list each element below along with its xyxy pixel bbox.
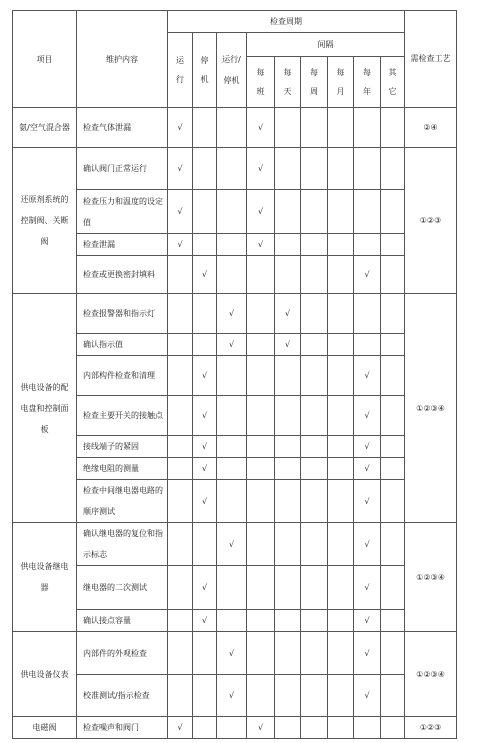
check-cell <box>381 256 405 294</box>
check-cell <box>328 436 354 458</box>
check-cell <box>381 610 405 632</box>
check-cell <box>354 523 381 566</box>
check-mark-icon: √ <box>364 411 370 420</box>
check-mark-icon: √ <box>364 648 370 658</box>
check-cell <box>217 566 247 610</box>
check-mark-icon: √ <box>364 464 370 473</box>
check-mark-icon: √ <box>364 539 370 549</box>
check-mark-icon: √ <box>201 616 208 625</box>
item-cell <box>13 108 77 148</box>
check-cell <box>301 717 328 739</box>
check-cell <box>328 458 354 480</box>
check-cell <box>381 108 405 148</box>
check-cell <box>193 458 217 480</box>
check-cell <box>217 234 247 256</box>
check-cell <box>301 108 328 148</box>
check-cell <box>247 566 275 610</box>
header-maintenance: 维护内容 <box>77 11 168 108</box>
check-mark-icon: √ <box>177 240 183 249</box>
check-cell <box>168 294 193 334</box>
check-cell <box>328 334 354 356</box>
check-cell <box>354 234 381 256</box>
check-cell <box>193 234 217 256</box>
check-cell <box>301 566 328 610</box>
check-cell <box>381 294 405 334</box>
check-cell <box>381 356 405 396</box>
check-cell <box>301 190 328 234</box>
check-cell <box>328 148 354 190</box>
check-mark-icon: √ <box>364 691 370 700</box>
check-cell <box>193 148 217 190</box>
check-cell <box>301 294 328 334</box>
check-mark-icon: √ <box>177 123 183 132</box>
check-cell <box>381 148 405 190</box>
check-cell <box>381 458 405 480</box>
table-row <box>13 675 457 717</box>
check-cell <box>275 632 301 675</box>
check-mark-icon: √ <box>201 464 208 473</box>
maintenance-content-cell: 确认阀门正常运行 <box>77 148 168 190</box>
check-mark-icon: √ <box>257 723 264 732</box>
check-cell <box>301 234 328 256</box>
check-mark-icon: √ <box>201 411 208 420</box>
check-cell <box>217 148 247 190</box>
check-mark-icon: √ <box>228 309 235 318</box>
check-cell <box>168 356 193 396</box>
header-method <box>405 11 457 108</box>
check-cell <box>168 396 193 436</box>
check-cell <box>301 148 328 190</box>
check-cell <box>168 566 193 610</box>
check-cell <box>381 334 405 356</box>
table-row <box>13 108 457 148</box>
check-cell <box>275 396 301 436</box>
check-mark-icon: √ <box>177 207 183 216</box>
table-row <box>13 632 457 675</box>
check-cell <box>354 396 381 436</box>
check-mark-icon: √ <box>364 583 370 592</box>
table-row <box>13 356 457 396</box>
header-other-label: 其它 <box>388 68 397 96</box>
check-cell <box>193 356 217 396</box>
method-cell: ①②③ <box>405 148 457 294</box>
check-cell <box>168 523 193 566</box>
method-cell: ①②③④ <box>405 523 457 632</box>
check-cell <box>381 396 405 436</box>
maintenance-content-cell: 检查气体泄漏 <box>77 108 168 148</box>
header-per-day <box>275 57 301 108</box>
check-cell <box>193 334 217 356</box>
header-running-stopped <box>217 33 247 108</box>
maintenance-content-cell: 确认接点容量 <box>77 610 168 632</box>
table-row <box>13 480 457 523</box>
check-cell <box>247 334 275 356</box>
table-row <box>13 294 457 334</box>
check-cell <box>275 148 301 190</box>
check-cell <box>193 717 217 739</box>
table-row <box>13 334 457 356</box>
check-cell <box>247 632 275 675</box>
check-cell <box>275 523 301 566</box>
table-row <box>13 717 457 739</box>
table-row <box>13 190 457 234</box>
check-cell <box>275 108 301 148</box>
check-cell <box>247 256 275 294</box>
check-cell <box>247 356 275 396</box>
check-cell <box>247 436 275 458</box>
check-cell <box>217 256 247 294</box>
check-cell <box>354 190 381 234</box>
check-cell <box>247 480 275 523</box>
table-row <box>13 148 457 190</box>
check-cell <box>328 566 354 610</box>
check-cell <box>381 632 405 675</box>
method-cell: ②④ <box>405 108 457 148</box>
method-cell: ①②③④ <box>405 632 457 717</box>
check-cell <box>354 610 381 632</box>
check-cell <box>275 717 301 739</box>
check-cell <box>168 717 193 739</box>
item-cell <box>13 294 77 523</box>
check-cell <box>328 356 354 396</box>
check-cell <box>168 458 193 480</box>
check-mark-icon: √ <box>228 691 235 700</box>
check-cell <box>328 480 354 523</box>
header-per-shift-label: 每班 <box>256 68 265 96</box>
check-cell <box>168 256 193 294</box>
check-cell <box>247 108 275 148</box>
method-cell: ①②③ <box>405 717 457 739</box>
check-mark-icon: √ <box>201 583 208 592</box>
item-cell <box>13 632 77 717</box>
check-cell <box>328 256 354 294</box>
table-row <box>13 610 457 632</box>
check-mark-icon: √ <box>364 270 370 279</box>
header-per-year <box>354 57 381 108</box>
check-cell <box>354 480 381 523</box>
maintenance-content-cell: 检查中间继电器电路的顺序测试 <box>77 480 168 523</box>
maintenance-content-cell: 检查主要开关的接触点 <box>77 396 168 436</box>
table-row <box>13 396 457 436</box>
check-mark-icon: √ <box>364 496 370 506</box>
maintenance-content-cell: 检查泄漏 <box>77 234 168 256</box>
check-cell <box>217 610 247 632</box>
maintenance-content-cell: 内部构件检查和清理 <box>77 356 168 396</box>
check-cell <box>168 190 193 234</box>
check-cell <box>217 458 247 480</box>
check-cell <box>354 356 381 396</box>
check-mark-icon: √ <box>257 240 264 249</box>
item-label: 供电设备仪表 <box>20 669 69 679</box>
header-per-month <box>328 57 354 108</box>
check-mark-icon: √ <box>284 340 291 349</box>
check-cell <box>381 523 405 566</box>
check-mark-icon: √ <box>284 309 291 318</box>
check-cell <box>275 334 301 356</box>
check-cell <box>168 108 193 148</box>
maintenance-content-cell: 校准测试/指示检查 <box>77 675 168 717</box>
check-cell <box>354 675 381 717</box>
check-cell <box>381 480 405 523</box>
check-cell <box>275 356 301 396</box>
inspection-schedule-table <box>12 10 457 739</box>
check-cell <box>328 675 354 717</box>
check-cell <box>168 436 193 458</box>
check-mark-icon: √ <box>228 648 235 658</box>
maintenance-content-cell: 检查或更换密封填料 <box>77 256 168 294</box>
check-mark-icon: √ <box>177 164 183 173</box>
header-interval: 间隔 <box>247 33 405 57</box>
check-cell <box>247 675 275 717</box>
check-cell <box>301 396 328 436</box>
check-cell <box>275 480 301 523</box>
check-cell <box>247 610 275 632</box>
check-cell <box>168 675 193 717</box>
check-cell <box>217 190 247 234</box>
item-cell <box>13 717 77 739</box>
table-row <box>13 234 457 256</box>
header-other <box>381 57 405 108</box>
maintenance-content-cell: 检查压力和温度的设定值 <box>77 190 168 234</box>
check-cell <box>354 108 381 148</box>
check-cell <box>168 610 193 632</box>
header-per-year-label: 每年 <box>363 68 371 96</box>
check-cell <box>247 190 275 234</box>
check-cell <box>275 294 301 334</box>
check-cell <box>217 356 247 396</box>
check-cell <box>381 566 405 610</box>
item-label: 氨/空气混合器 <box>19 123 70 132</box>
header-method-label: 需检查工艺 <box>410 54 451 63</box>
header-per-week-label: 每周 <box>310 68 318 96</box>
check-cell <box>328 523 354 566</box>
check-cell <box>354 148 381 190</box>
check-cell <box>301 436 328 458</box>
check-cell <box>247 148 275 190</box>
check-cell <box>217 396 247 436</box>
header-period: 检查周期 <box>168 11 405 33</box>
check-cell <box>217 480 247 523</box>
check-cell <box>275 610 301 632</box>
check-cell <box>168 334 193 356</box>
check-cell <box>354 632 381 675</box>
header-running <box>168 33 193 108</box>
header-per-shift <box>247 57 275 108</box>
item-label: 电磁阀 <box>32 723 57 732</box>
check-cell <box>328 108 354 148</box>
check-cell <box>168 234 193 256</box>
check-cell <box>301 675 328 717</box>
check-cell <box>168 632 193 675</box>
check-cell <box>301 632 328 675</box>
maintenance-content-cell: 检查报警器和指示灯 <box>77 294 168 334</box>
item-label: 还原剂系统的控制阀、关断阀 <box>20 195 69 246</box>
check-cell <box>193 610 217 632</box>
check-cell <box>328 396 354 436</box>
check-cell <box>301 356 328 396</box>
item-cell <box>13 523 77 632</box>
check-mark-icon: √ <box>201 270 208 279</box>
maintenance-content-cell: 接线端子的紧固 <box>77 436 168 458</box>
header-running-label: 运行 <box>176 56 184 84</box>
check-mark-icon: √ <box>201 496 208 506</box>
check-cell <box>168 480 193 523</box>
check-cell <box>301 334 328 356</box>
check-cell <box>301 480 328 523</box>
check-cell <box>354 294 381 334</box>
header-row-1 <box>13 11 457 33</box>
check-cell <box>217 294 247 334</box>
header-per-week <box>301 57 328 108</box>
check-cell <box>381 190 405 234</box>
check-cell <box>217 632 247 675</box>
check-cell <box>217 717 247 739</box>
check-mark-icon: √ <box>201 371 208 380</box>
check-cell <box>354 334 381 356</box>
method-cell: ①②③④ <box>405 294 457 523</box>
check-cell <box>193 190 217 234</box>
maintenance-content-cell: 绝缘电阻的测量 <box>77 458 168 480</box>
check-cell <box>275 675 301 717</box>
check-cell <box>247 458 275 480</box>
check-cell <box>193 396 217 436</box>
check-cell <box>275 436 301 458</box>
check-mark-icon: √ <box>364 371 370 380</box>
check-cell <box>217 436 247 458</box>
check-cell <box>354 717 381 739</box>
table-row <box>13 436 457 458</box>
header-running-stopped-label: 运行/停机 <box>222 55 241 85</box>
check-cell <box>217 523 247 566</box>
check-mark-icon: √ <box>257 164 264 173</box>
maintenance-content-cell: 继电器的二次测试 <box>77 566 168 610</box>
check-cell <box>193 436 217 458</box>
check-mark-icon: √ <box>201 442 208 451</box>
check-mark-icon: √ <box>257 123 264 132</box>
check-cell <box>193 632 217 675</box>
check-cell <box>354 566 381 610</box>
item-label: 供电设备继电器 <box>20 562 69 592</box>
check-mark-icon: √ <box>364 616 370 625</box>
check-cell <box>328 632 354 675</box>
check-mark-icon: √ <box>364 442 370 451</box>
table-row <box>13 256 457 294</box>
check-cell <box>328 190 354 234</box>
table-row <box>13 523 457 566</box>
check-mark-icon: √ <box>228 340 235 349</box>
check-cell <box>354 458 381 480</box>
check-cell <box>247 717 275 739</box>
header-stopped-label: 停机 <box>200 56 209 84</box>
check-cell <box>328 234 354 256</box>
check-cell <box>168 148 193 190</box>
check-cell <box>301 458 328 480</box>
maintenance-content-cell: 检查噪声和阀门 <box>77 717 168 739</box>
table-row <box>13 458 457 480</box>
check-cell <box>275 458 301 480</box>
check-cell <box>301 523 328 566</box>
check-cell <box>217 675 247 717</box>
check-cell <box>354 256 381 294</box>
check-cell <box>247 523 275 566</box>
item-cell <box>13 148 77 294</box>
item-label: 供电设备的配电盘和控制面板 <box>20 382 69 434</box>
check-cell <box>301 610 328 632</box>
table-row <box>13 566 457 610</box>
header-stopped <box>193 33 217 108</box>
check-cell <box>193 294 217 334</box>
check-cell <box>193 675 217 717</box>
check-cell <box>193 256 217 294</box>
check-cell <box>275 256 301 294</box>
maintenance-content-cell: 确认继电器的复位和指示标志 <box>77 523 168 566</box>
check-cell <box>275 566 301 610</box>
header-item: 项目 <box>13 11 77 108</box>
header-per-month-label: 每月 <box>336 68 345 96</box>
check-cell <box>193 523 217 566</box>
header-per-day-label: 每天 <box>283 68 292 96</box>
inspection-table-container <box>12 10 457 739</box>
check-cell <box>328 717 354 739</box>
check-cell <box>328 610 354 632</box>
check-mark-icon: √ <box>257 207 264 216</box>
check-cell <box>381 717 405 739</box>
check-cell <box>381 234 405 256</box>
check-cell <box>381 436 405 458</box>
check-cell <box>301 256 328 294</box>
check-cell <box>193 566 217 610</box>
maintenance-content-cell: 内部件的外观检查 <box>77 632 168 675</box>
check-cell <box>247 234 275 256</box>
check-cell <box>275 234 301 256</box>
check-cell <box>328 294 354 334</box>
check-cell <box>247 396 275 436</box>
check-cell <box>193 108 217 148</box>
check-mark-icon: √ <box>177 723 183 732</box>
check-cell <box>193 480 217 523</box>
check-cell <box>275 190 301 234</box>
check-cell <box>217 334 247 356</box>
maintenance-content-cell: 确认指示值 <box>77 334 168 356</box>
check-cell <box>381 675 405 717</box>
check-cell <box>247 294 275 334</box>
check-cell <box>354 436 381 458</box>
check-mark-icon: √ <box>228 539 235 549</box>
check-cell <box>217 108 247 148</box>
